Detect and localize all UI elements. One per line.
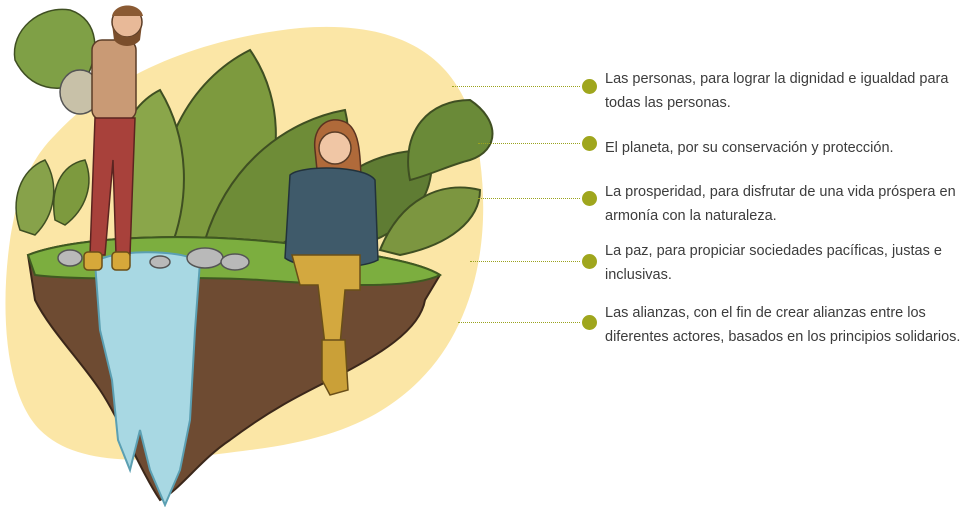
- dotted-connector: [452, 86, 580, 87]
- list-item: [0, 140, 973, 156]
- dotted-connector: [470, 261, 580, 262]
- item-label: Las personas, para lograr la dignidad e igualdad para todas las personas.: [605, 71, 949, 111]
- item-label: Las alianzas, con el fin de crear alianzas entre los diferentes actores, basados en los principios solidarios.: [605, 305, 961, 345]
- list-item: [0, 71, 973, 111]
- bullet-dot-icon: [582, 136, 597, 151]
- item-label: El planeta, por su conservación y protección.: [605, 140, 894, 156]
- bullet-dot-icon: [582, 254, 597, 269]
- item-label: La prosperidad, para disfrutar de una vida próspera en armonía con la naturaleza.: [605, 184, 956, 224]
- dotted-connector: [478, 198, 580, 199]
- bullet-dot-icon: [582, 315, 597, 330]
- list-item: [0, 184, 973, 224]
- item-label: La paz, para propiciar sociedades pacíficas, justas e inclusivas.: [605, 243, 942, 283]
- dotted-connector: [478, 143, 580, 144]
- bullet-dot-icon: [582, 79, 597, 94]
- list-item: [0, 243, 973, 283]
- list-item: [0, 305, 973, 345]
- bullet-dot-icon: [582, 191, 597, 206]
- dotted-connector: [458, 322, 580, 323]
